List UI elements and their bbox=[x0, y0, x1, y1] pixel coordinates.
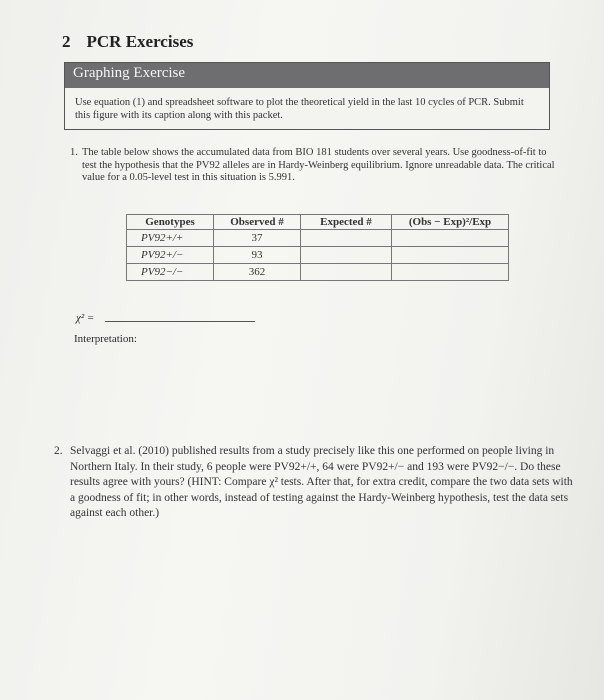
table-row bbox=[127, 247, 509, 264]
chi-component-cell[interactable] bbox=[392, 230, 509, 247]
genotype-cell: PV92−/− bbox=[127, 264, 214, 281]
col-header-expected: Expected # bbox=[301, 215, 392, 230]
col-header-chi-component: (Obs − Exp)²/Exp bbox=[392, 215, 509, 230]
chi-component-cell[interactable] bbox=[392, 264, 509, 281]
graphing-exercise-header: Graphing Exercise bbox=[65, 63, 549, 88]
question-2-text: Selvaggi et al. (2010) published results from a study precisely like this one performed on people living in Northern Italy. In their study, 6 people were PV92+/+, 64 were PV92+/− and 193 were PV92−/−. Do these results agree with yours? (HINT: Compare χ² tests. After that, for extra credit, compare the two data sets with a goodness of fit; in other words, instead of testing against the Hardy-Weinberg hypothesis, test the data sets against each other.) bbox=[70, 445, 573, 519]
table-row bbox=[127, 230, 509, 247]
observed-cell: 93 bbox=[214, 247, 301, 264]
col-header-observed: Observed # bbox=[214, 215, 301, 230]
section-number: 2 bbox=[62, 32, 71, 51]
section-heading bbox=[62, 32, 193, 52]
section-title: PCR Exercises bbox=[86, 32, 194, 51]
chi-component-cell[interactable] bbox=[392, 247, 509, 264]
interpretation-label: Interpretation: bbox=[74, 333, 137, 345]
question-2-number: 2. bbox=[54, 445, 63, 457]
observed-cell: 37 bbox=[214, 230, 301, 247]
chi-square-label: χ² = bbox=[76, 312, 95, 324]
expected-cell[interactable] bbox=[301, 264, 392, 281]
question-1-text: The table below shows the accumulated data from BIO 181 students over several years. Use goodness-of-fit to test the hypothesis that the PV92 alleles are in Hardy-Weinberg equilibrium. Ignore unreadable data. The critical value for a 0.05-level test in this situation is 5.991. bbox=[82, 147, 555, 183]
chi-square-answer-line[interactable] bbox=[105, 321, 255, 322]
question-1 bbox=[70, 147, 556, 185]
observed-cell: 362 bbox=[214, 264, 301, 281]
graphing-exercise-box bbox=[64, 62, 550, 130]
table-row bbox=[127, 264, 509, 281]
graphing-exercise-text: Use equation (1) and spreadsheet software to plot the theoretical yield in the last 10 cycles of PCR. Submit this figure with its caption along with this packet. bbox=[75, 97, 524, 121]
col-header-genotypes: Genotypes bbox=[127, 215, 214, 230]
genotype-cell: PV92+/+ bbox=[127, 230, 214, 247]
table-header-row bbox=[127, 215, 509, 230]
genotype-table bbox=[126, 214, 509, 281]
genotype-cell: PV92+/− bbox=[127, 247, 214, 264]
expected-cell[interactable] bbox=[301, 230, 392, 247]
question-1-number: 1. bbox=[70, 147, 78, 158]
expected-cell[interactable] bbox=[301, 247, 392, 264]
question-2 bbox=[54, 444, 576, 522]
